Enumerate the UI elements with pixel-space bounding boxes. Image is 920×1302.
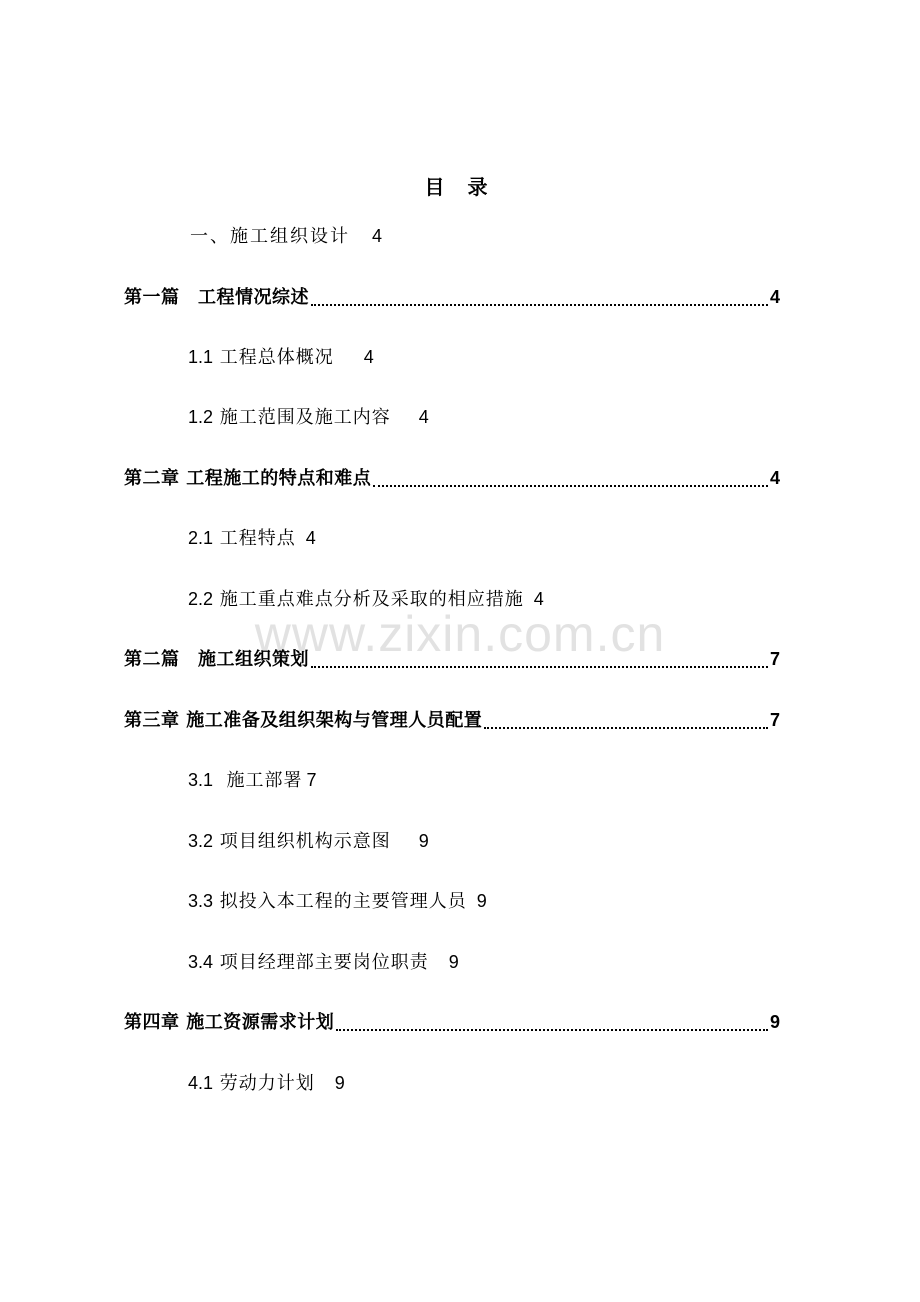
- toc-entry-2-1[interactable]: [188, 523, 317, 553]
- toc-entry-3-2[interactable]: [188, 826, 430, 856]
- toc-entry-label: 拟投入本工程的主要管理人员: [219, 891, 467, 912]
- toc-entry-label: 第二章 工程施工的特点和难点: [124, 468, 372, 489]
- toc-leader-dots: [336, 1029, 768, 1031]
- toc-entry-3-3[interactable]: [188, 886, 488, 916]
- toc-entry-page: 4: [372, 226, 385, 246]
- toc-entry-label: 第一篇 工程情况综述: [124, 287, 309, 308]
- toc-entry-label: 工程特点: [219, 528, 296, 549]
- toc-entry-number: 4.1: [188, 1073, 214, 1093]
- toc-title: 目 录: [424, 175, 496, 199]
- toc-entry-1-2[interactable]: [188, 402, 430, 432]
- toc-entry-page: 4: [305, 528, 317, 548]
- toc-leader-dots: [484, 727, 768, 729]
- toc-entry-part-1[interactable]: [124, 282, 780, 312]
- toc-entry-label: 第三章 施工准备及组织架构与管理人员配置: [124, 710, 483, 731]
- toc-entry-label: 施工范围及施工内容: [219, 407, 391, 428]
- toc-entry-page: 7: [769, 710, 780, 730]
- toc-entry-page: 4: [769, 287, 780, 307]
- toc-entry-chapter-3[interactable]: [124, 705, 780, 735]
- toc-leader-dots: [311, 304, 768, 306]
- toc-entry-label: 第二篇 施工组织策划: [124, 649, 309, 670]
- toc-entry-label: 施工重点难点分析及采取的相应措施: [219, 589, 524, 610]
- toc-entry-page: 7: [769, 649, 780, 669]
- toc-entry-3-1[interactable]: [188, 765, 318, 795]
- toc-entry-1-1[interactable]: [188, 342, 375, 372]
- toc-entry-page: 9: [769, 1012, 780, 1032]
- toc-entry-number: 1.2: [188, 407, 214, 427]
- watermark: www.zixin.com.cn: [254, 606, 666, 662]
- toc-entry-4-1[interactable]: [188, 1068, 346, 1098]
- toc-entry-chapter-4[interactable]: [124, 1007, 780, 1037]
- toc-entry-label: 第四章 施工资源需求计划: [124, 1012, 335, 1033]
- toc-entry-page: 4: [418, 407, 430, 427]
- toc-entry-label: 施工部署: [219, 770, 303, 791]
- toc-entry-part-2[interactable]: [124, 644, 780, 674]
- toc-entry-number: 1.1: [188, 347, 214, 367]
- toc-entry-page: 4: [769, 468, 780, 488]
- toc-entry-number: 3.1: [188, 770, 214, 790]
- toc-leader-dots: [373, 485, 768, 487]
- toc-entry-page: 7: [306, 770, 318, 790]
- toc-entry-number: 3.2: [188, 831, 214, 851]
- toc-entry-number: 2.1: [188, 528, 214, 548]
- toc-entry-page: 9: [334, 1073, 346, 1093]
- toc-entry-page: 9: [448, 952, 460, 972]
- toc-entry-page: 4: [363, 347, 375, 367]
- toc-entry-page: 9: [476, 891, 488, 911]
- toc-entry-page: 9: [418, 831, 430, 851]
- toc-entry-page: 4: [533, 589, 545, 609]
- toc-entry-number: 3.3: [188, 891, 214, 911]
- toc-entry-chapter-2[interactable]: [124, 463, 780, 493]
- toc-entry-label: 劳动力计划: [219, 1073, 315, 1094]
- toc-entry-label: 工程总体概况: [219, 347, 334, 368]
- toc-entry-label: 项目组织机构示意图: [219, 831, 391, 852]
- toc-entry-label: 一、施工组织设计: [190, 226, 350, 247]
- toc-entry-label: 项目经理部主要岗位职责: [219, 952, 429, 973]
- toc-entry-number: 2.2: [188, 589, 214, 609]
- toc-leader-dots: [311, 666, 768, 668]
- toc-entry-number: 3.4: [188, 952, 214, 972]
- toc-entry-top[interactable]: [190, 221, 384, 251]
- toc-entry-3-4[interactable]: [188, 947, 460, 977]
